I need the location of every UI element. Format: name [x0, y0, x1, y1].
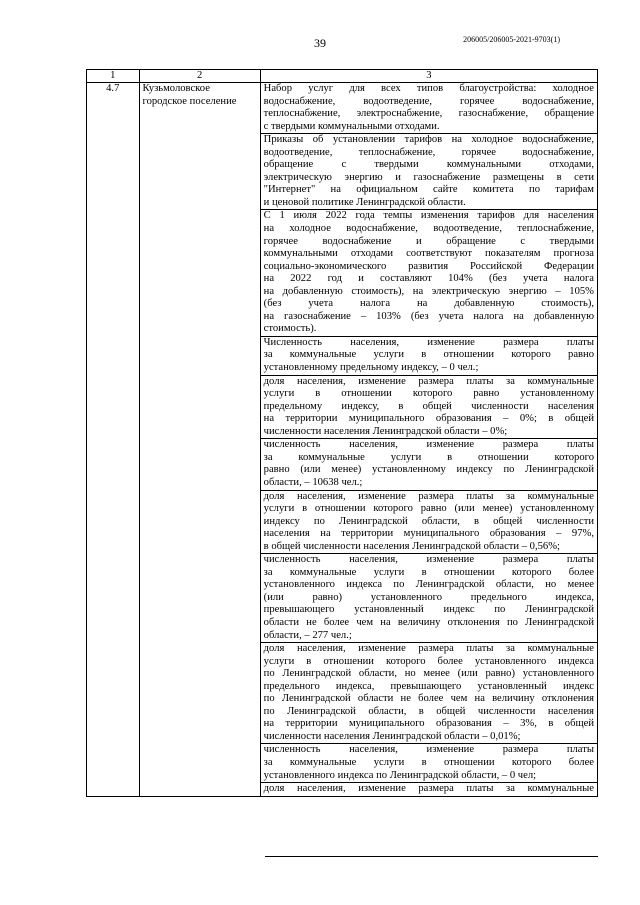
table-header-row	[87, 70, 598, 83]
column-header-1: 1	[87, 70, 140, 83]
text-line: за коммунальные услуги в отношении которого более	[263, 566, 594, 578]
document-id: 206005/206005-2021-9703(1)	[463, 35, 560, 44]
text-line: установленному предельному индексу, – 0 чел.;	[263, 362, 479, 374]
paragraph	[264, 376, 594, 439]
text-line: доля населения, изменение размера платы за коммунальные	[263, 783, 594, 795]
text-line: в общей численности населения Ленинградской области – 0,56%;	[263, 540, 560, 552]
text-line: превышающего установленный индекс по Ленинградской	[263, 604, 594, 616]
text-line: области не более чем на величину отклонения по Ленинградской	[263, 616, 594, 628]
paragraph	[264, 83, 594, 133]
text-line: социально-экономического развития Российской Федерации	[263, 260, 594, 272]
text-line: на холодное водоснабжение, водоотведение, теплоснабжение,	[263, 223, 594, 235]
text-line: на 2022 год и составляют 104% (без учета налога	[263, 273, 594, 285]
text-line: численность населения, изменение размера платы	[263, 744, 594, 756]
description-cell	[260, 83, 597, 797]
text-line: численность населения, изменение размера платы	[263, 554, 594, 566]
text-line: доля населения, изменение размера платы за коммунальные	[263, 375, 594, 387]
paragraph	[264, 643, 594, 743]
text-line: населения на территории муниципального образования – 97%,	[263, 528, 594, 540]
bottom-rule	[265, 856, 598, 857]
paragraph	[264, 439, 594, 489]
paragraph	[264, 337, 594, 375]
paragraph	[264, 491, 594, 554]
text-line: по Ленинградской области не более чем на величину отклонения	[263, 693, 594, 705]
text-line: и ценовой политике Ленинградской области.	[263, 196, 466, 208]
column-header-2: 2	[139, 70, 260, 83]
text-line: на территории муниципального образования – 0%; в общей	[263, 413, 594, 425]
text-line: численности населения Ленинградской области – 0%;	[263, 425, 508, 437]
text-line: водоснабжение, водоотведение, горячее водоснабжение,	[263, 95, 594, 107]
text-line: услуги в отношении которого равно установленному	[263, 388, 594, 400]
text-line: предельного индекса, превышающего установленный индекс	[263, 680, 594, 692]
paragraph	[264, 134, 594, 209]
settlement-name-line: городское поселение	[142, 95, 237, 107]
text-line: на добавленную стоимость), на электрическую энергию – 105%	[263, 285, 594, 297]
text-line: области, – 10638 чел.;	[263, 476, 363, 488]
text-line: за коммунальные услуги в отношении которого	[263, 451, 594, 463]
text-line: на газоснабжение – 103% (без учета налога на добавленную	[263, 310, 594, 322]
tariff-table	[86, 69, 598, 797]
text-line: установленного индекса по Ленинградской области, но менее	[263, 579, 594, 591]
text-line: (без учета налога на добавленную стоимость),	[263, 298, 594, 310]
text-line: теплоснабжение, электроснабжение, газоснабжение, обращение	[263, 108, 594, 120]
row-number: 4.7	[87, 83, 140, 797]
text-line: Численность населения, изменение размера платы	[263, 336, 594, 348]
text-line: С 1 июля 2022 года темпы изменения тарифов для населения	[263, 210, 594, 222]
page-number: 39	[314, 36, 326, 50]
paragraph	[264, 783, 594, 796]
text-line: на территории муниципального образования – 3%, в общей	[263, 718, 594, 730]
text-line: (или равно) установленного предельного индекса,	[263, 591, 594, 603]
text-line: услуги в отношении которого равно (или менее) установленному	[263, 503, 594, 515]
paragraph	[264, 210, 594, 335]
text-line: равно (или менее) установленному индексу по Ленинградской	[263, 464, 594, 476]
text-line: водоотведение, теплоснабжение, горячее водоснабжение,	[263, 146, 594, 158]
text-line: предельному индексу, в общей численности населения	[263, 400, 594, 412]
text-line: Набор услуг для всех типов благоустройства: холодное	[263, 83, 594, 94]
table-row	[87, 83, 598, 797]
text-line: области, – 277 чел.;	[263, 629, 352, 641]
text-line: коммунальными отходами соответствуют показателям прогноза	[263, 248, 594, 260]
text-line: электрическую энергию и газоснабжение размещены в сети	[263, 171, 594, 183]
text-line: численность населения, изменение размера платы	[263, 439, 594, 451]
text-line: доля населения, изменение размера платы за коммунальные	[263, 643, 594, 655]
settlement-name-line: Кузьмоловское	[142, 83, 210, 94]
text-line: по Ленинградской области, в общей численности населения	[263, 705, 594, 717]
column-header-3: 3	[260, 70, 597, 83]
text-line: горячее водоснабжение и обращение с твердыми	[263, 235, 594, 247]
settlement-name-cell	[139, 83, 260, 797]
paragraph	[264, 554, 594, 642]
text-line: установленного индекса по Ленинградской области, – 0 чел;	[263, 769, 537, 781]
text-line: обращение с твердыми коммунальными отходами,	[263, 159, 594, 171]
text-line: Приказы об установлении тарифов на холодное водоснабжение,	[263, 134, 594, 146]
text-line: по Ленинградской области, но менее (или равно) установленного	[263, 668, 594, 680]
text-line: индексу по Ленинградской области, в общей численности	[263, 515, 594, 527]
text-line: стоимость).	[263, 323, 317, 335]
text-line: услуги в отношении которого более установленного индекса	[263, 655, 594, 667]
text-line: "Интернет" на официальном сайте комитета по тарифам	[263, 184, 594, 196]
text-line: доля населения, изменение размера платы за коммунальные	[263, 490, 594, 502]
paragraph	[264, 744, 594, 782]
text-line: за коммунальные услуги в отношении которого более	[263, 756, 594, 768]
text-line: с твердыми коммунальными отходами.	[263, 120, 440, 132]
text-line: численности населения Ленинградской области – 0,01%;	[263, 730, 521, 742]
text-line: за коммунальные услуги в отношении которого равно	[263, 349, 594, 361]
